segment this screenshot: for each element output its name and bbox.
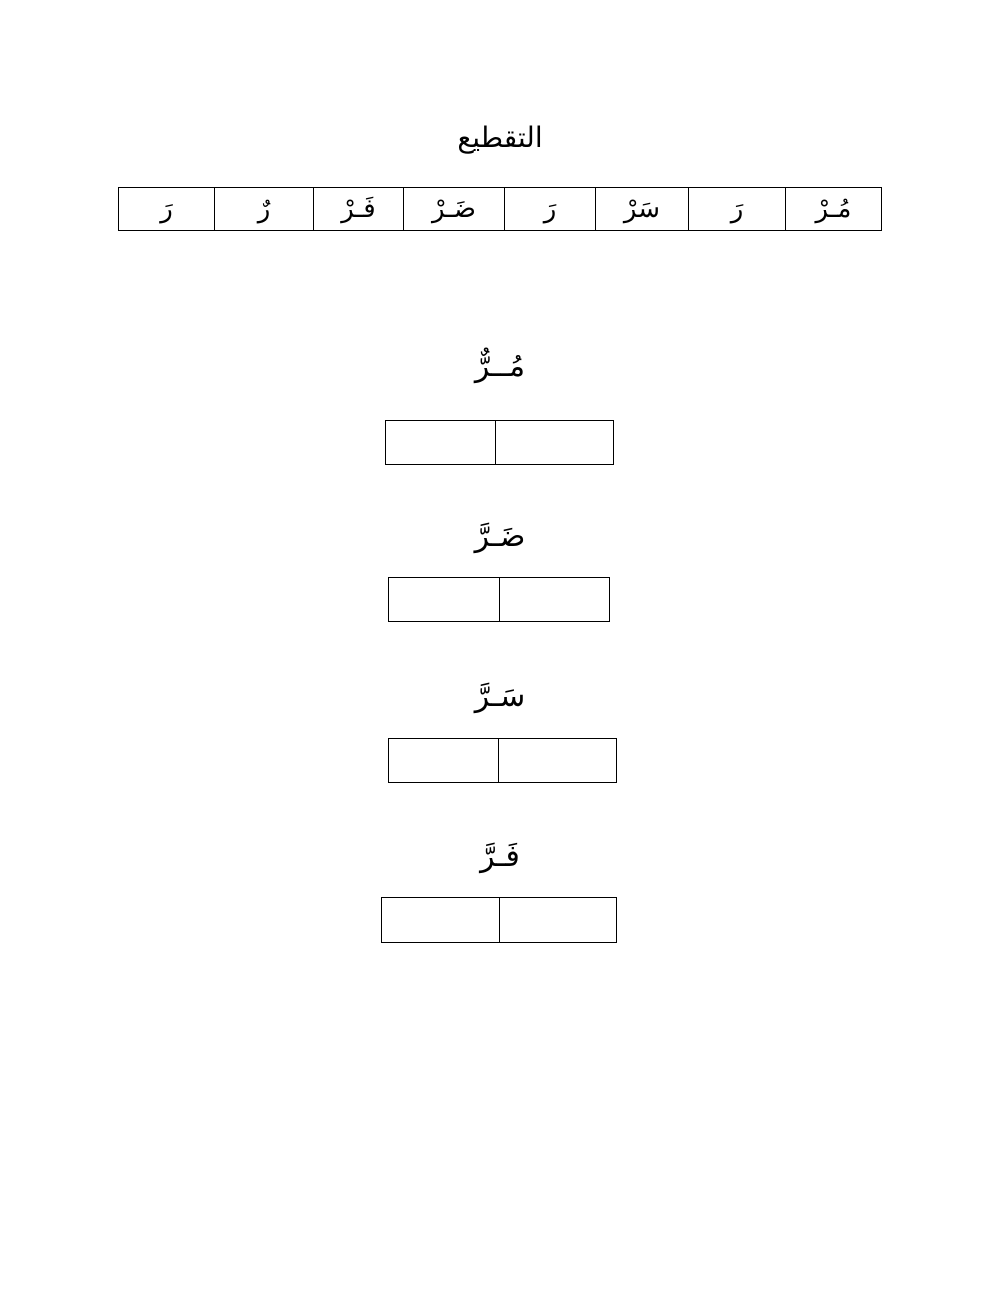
answer-slot[interactable] bbox=[382, 898, 500, 943]
answer-row bbox=[381, 897, 617, 943]
syllable-tile[interactable]: ضَـرْ bbox=[404, 188, 505, 231]
syllable-tile[interactable]: فَـرْ bbox=[314, 188, 404, 231]
syllable-tile[interactable]: رَ bbox=[689, 188, 786, 231]
page-title: التقطيع bbox=[457, 121, 543, 154]
answer-slot[interactable] bbox=[389, 739, 499, 783]
word-label: سَـرَّ bbox=[474, 679, 526, 714]
syllable-tile[interactable]: سَرْ bbox=[596, 188, 689, 231]
answer-slot[interactable] bbox=[500, 898, 617, 943]
syllable-tile[interactable]: رَ bbox=[119, 188, 215, 231]
syllable-tile[interactable]: رَ bbox=[505, 188, 596, 231]
answer-row bbox=[388, 738, 617, 783]
answer-slot[interactable] bbox=[500, 578, 610, 622]
syllable-tile[interactable]: رٌ bbox=[215, 188, 314, 231]
answer-slot[interactable] bbox=[499, 739, 617, 783]
answer-slot[interactable] bbox=[386, 421, 496, 465]
answer-slot[interactable] bbox=[496, 421, 614, 465]
answer-row bbox=[388, 577, 610, 622]
word-label: ضَـرَّ bbox=[474, 519, 526, 554]
syllable-tile[interactable]: مُـرْ bbox=[786, 188, 882, 231]
answer-row bbox=[385, 420, 614, 465]
word-label: مُــرٌّ bbox=[474, 349, 526, 384]
syllable-bank bbox=[118, 187, 882, 231]
answer-slot[interactable] bbox=[389, 578, 500, 622]
word-label: فَـرَّ bbox=[480, 839, 520, 874]
